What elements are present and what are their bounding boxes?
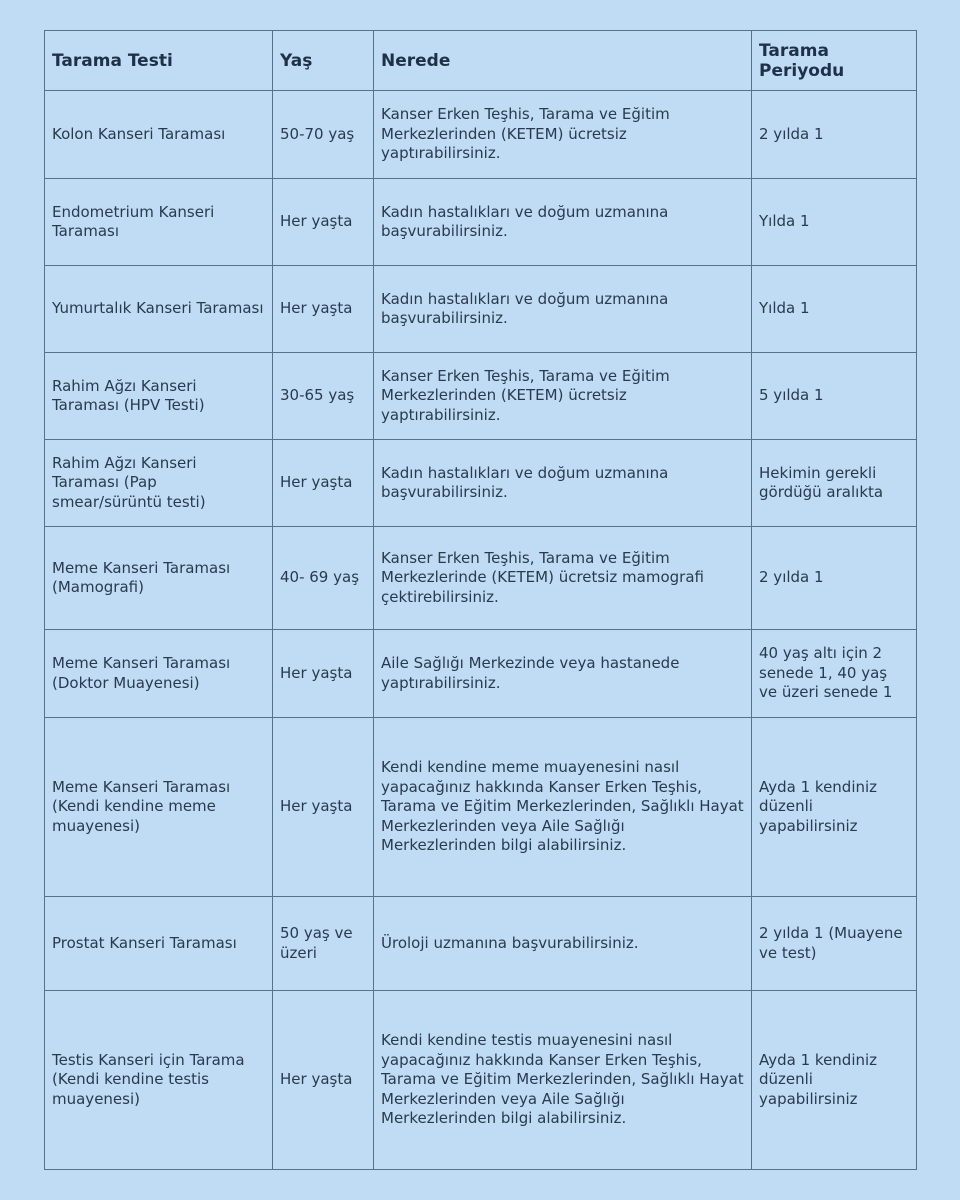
cell-where: Kadın hastalıkları ve doğum uzmanına başvurabilirsiniz. [374, 440, 752, 527]
cell-period: Ayda 1 kendiniz düzenli yapabilirsiniz [752, 991, 917, 1170]
cell-period: 5 yılda 1 [752, 353, 917, 440]
cell-age: Her yaşta [273, 266, 374, 353]
header-age: Yaş [273, 31, 374, 91]
cell-where: Kadın hastalıkları ve doğum uzmanına başvurabilirsiniz. [374, 179, 752, 266]
cell-age: Her yaşta [273, 630, 374, 718]
cell-test: Testis Kanseri için Tarama (Kendi kendine testis muayenesi) [45, 991, 273, 1170]
cell-where: Kanser Erken Teşhis, Tarama ve Eğitim Merkezlerinden (KETEM) ücretsiz yaptırabilirsiniz. [374, 91, 752, 179]
table-row [45, 353, 917, 440]
cell-test: Endometrium Kanseri Taraması [45, 179, 273, 266]
cell-period: 2 yılda 1 (Muayene ve test) [752, 897, 917, 991]
table-row [45, 991, 917, 1170]
table-row [45, 897, 917, 991]
cell-period: 2 yılda 1 [752, 527, 917, 630]
cell-where: Kanser Erken Teşhis, Tarama ve Eğitim Merkezlerinden (KETEM) ücretsiz yaptırabilirsiniz. [374, 353, 752, 440]
table-row [45, 440, 917, 527]
cell-period: Ayda 1 kendiniz düzenli yapabilirsiniz [752, 718, 917, 897]
header-where: Nerede [374, 31, 752, 91]
header-period: Tarama Periyodu [752, 31, 917, 91]
screening-table [44, 30, 917, 1170]
cell-test: Prostat Kanseri Taraması [45, 897, 273, 991]
cell-test: Yumurtalık Kanseri Taraması [45, 266, 273, 353]
cell-where: Kanser Erken Teşhis, Tarama ve Eğitim Merkezlerinde (KETEM) ücretsiz mamografi çektirebilirsiniz. [374, 527, 752, 630]
cell-age: 40- 69 yaş [273, 527, 374, 630]
table-row [45, 266, 917, 353]
cell-age: Her yaşta [273, 440, 374, 527]
cell-where: Kendi kendine testis muayenesini nasıl yapacağınız hakkında Kanser Erken Teşhis, Tarama ve Eğitim Merkezlerinden, Sağlıklı Hayat Merkezlerinden veya Aile Sağlığı Merkezlerinden bilgi alabilirsiniz. [374, 991, 752, 1170]
cell-test: Meme Kanseri Taraması (Doktor Muayenesi) [45, 630, 273, 718]
table-row [45, 91, 917, 179]
cell-where: Aile Sağlığı Merkezinde veya hastanede yaptırabilirsiniz. [374, 630, 752, 718]
cell-where: Üroloji uzmanına başvurabilirsiniz. [374, 897, 752, 991]
table-row [45, 179, 917, 266]
cell-test: Rahim Ağzı Kanseri Taraması (HPV Testi) [45, 353, 273, 440]
cell-test: Kolon Kanseri Taraması [45, 91, 273, 179]
cell-period: 2 yılda 1 [752, 91, 917, 179]
cell-period: Yılda 1 [752, 179, 917, 266]
table-row [45, 718, 917, 897]
cell-test: Meme Kanseri Taraması (Mamografi) [45, 527, 273, 630]
cell-test: Rahim Ağzı Kanseri Taraması (Pap smear/sürüntü testi) [45, 440, 273, 527]
table-row [45, 527, 917, 630]
cell-age: 50 yaş ve üzeri [273, 897, 374, 991]
cell-age: Her yaşta [273, 179, 374, 266]
cell-age: Her yaşta [273, 991, 374, 1170]
cell-age: Her yaşta [273, 718, 374, 897]
table-row [45, 630, 917, 718]
cell-age: 30-65 yaş [273, 353, 374, 440]
cell-period: Hekimin gerekli gördüğü aralıkta [752, 440, 917, 527]
cell-age: 50-70 yaş [273, 91, 374, 179]
cell-test: Meme Kanseri Taraması (Kendi kendine meme muayenesi) [45, 718, 273, 897]
cell-where: Kadın hastalıkları ve doğum uzmanına başvurabilirsiniz. [374, 266, 752, 353]
header-test: Tarama Testi [45, 31, 273, 91]
cell-where: Kendi kendine meme muayenesini nasıl yapacağınız hakkında Kanser Erken Teşhis, Tarama ve Eğitim Merkezlerinden, Sağlıklı Hayat Merkezlerinden veya Aile Sağlığı Merkezlerinden bilgi alabilirsiniz. [374, 718, 752, 897]
table-header-row [45, 31, 917, 91]
cell-period: Yılda 1 [752, 266, 917, 353]
cell-period: 40 yaş altı için 2 senede 1, 40 yaş ve üzeri senede 1 [752, 630, 917, 718]
